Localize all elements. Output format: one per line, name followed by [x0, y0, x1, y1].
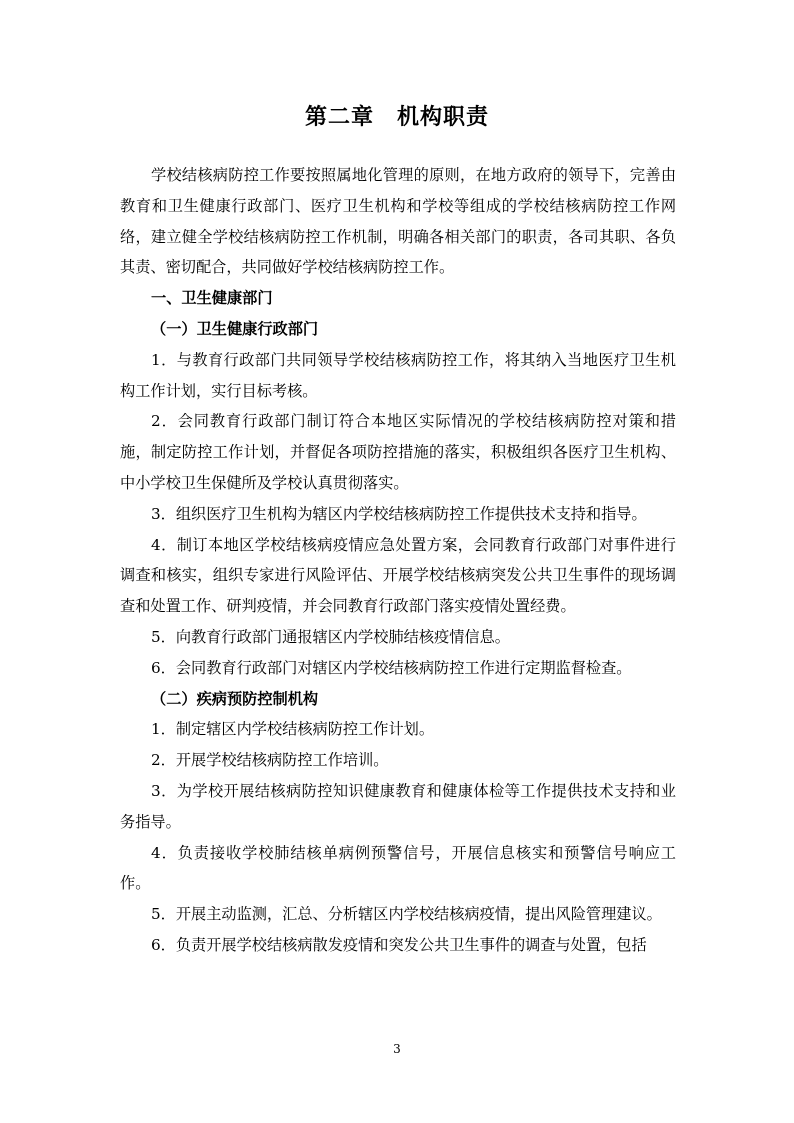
list-item: 1．制定辖区内学校结核病防控工作计划。	[151, 720, 435, 739]
chapter-title: 第二章 机构职责	[304, 105, 489, 130]
intro-paragraph: 学校结核病防控工作要按照属地化管理的原则，在地方政府的领导下，完善由教育和卫生健康行政部门、医疗卫生机构和学校等组成的学校结核病防控工作网络，建立健全学校结核病防控工作机制，明确各相关部门的职责，各司其职、各负其责、密切配合，共同做好学校结核病防控工作。	[120, 166, 676, 277]
list-item: 1．与教育行政部门共同领导学校结核病防控工作，将其纳入当地医疗卫生机构工作计划，实行目标考核。	[120, 350, 676, 400]
list-item: 6．负责开展学校结核病散发疫情和突发公共卫生事件的调查与处置，包括	[151, 935, 647, 954]
list-item: 2．开展学校结核病防控工作培训。	[151, 751, 389, 770]
list-item: 4．负责接收学校肺结核单病例预警信号，开展信息核实和预警信号响应工作。	[120, 843, 676, 893]
list-item: 4．制订本地区学校结核病疫情应急处置方案，会同教育行政部门对事件进行调查和核实，组织专家进行风险评估、开展学校结核病突发公共卫生事件的现场调查和处置工作、研判疫情，并会同教育行政部门落实疫情处置经费。	[120, 535, 676, 616]
list-item: 3．组织医疗卫生机构为辖区内学校结核病防控工作提供技术支持和指导。	[151, 504, 647, 523]
list-item: 2．会同教育行政部门制订符合本地区实际情况的学校结核病防控对策和措施，制定防控工作计划，并督促各项防控措施的落实，积极组织各医疗卫生机构、中小学校卫生保健所及学校认真贯彻落实。	[120, 412, 676, 492]
subsection-heading-admin: （一）卫生健康行政部门	[151, 319, 319, 338]
section-heading-health: 一、卫生健康部门	[151, 289, 273, 308]
list-item: 6．会同教育行政部门对辖区内学校结核病防控工作进行定期监督检查。	[151, 658, 632, 677]
subsection-heading-cdc: （二）疾病预防控制机构	[151, 689, 319, 708]
document-body	[120, 160, 676, 961]
list-item: 3．为学校开展结核病防控知识健康教育和健康体检等工作提供技术支持和业务指导。	[120, 781, 676, 831]
list-item: 5．开展主动监测，汇总、分析辖区内学校结核病疫情，提出风险管理建议。	[151, 905, 662, 924]
list-item: 5．向教育行政部门通报辖区内学校肺结核疫情信息。	[151, 627, 510, 646]
page-number: 3	[393, 1042, 401, 1056]
